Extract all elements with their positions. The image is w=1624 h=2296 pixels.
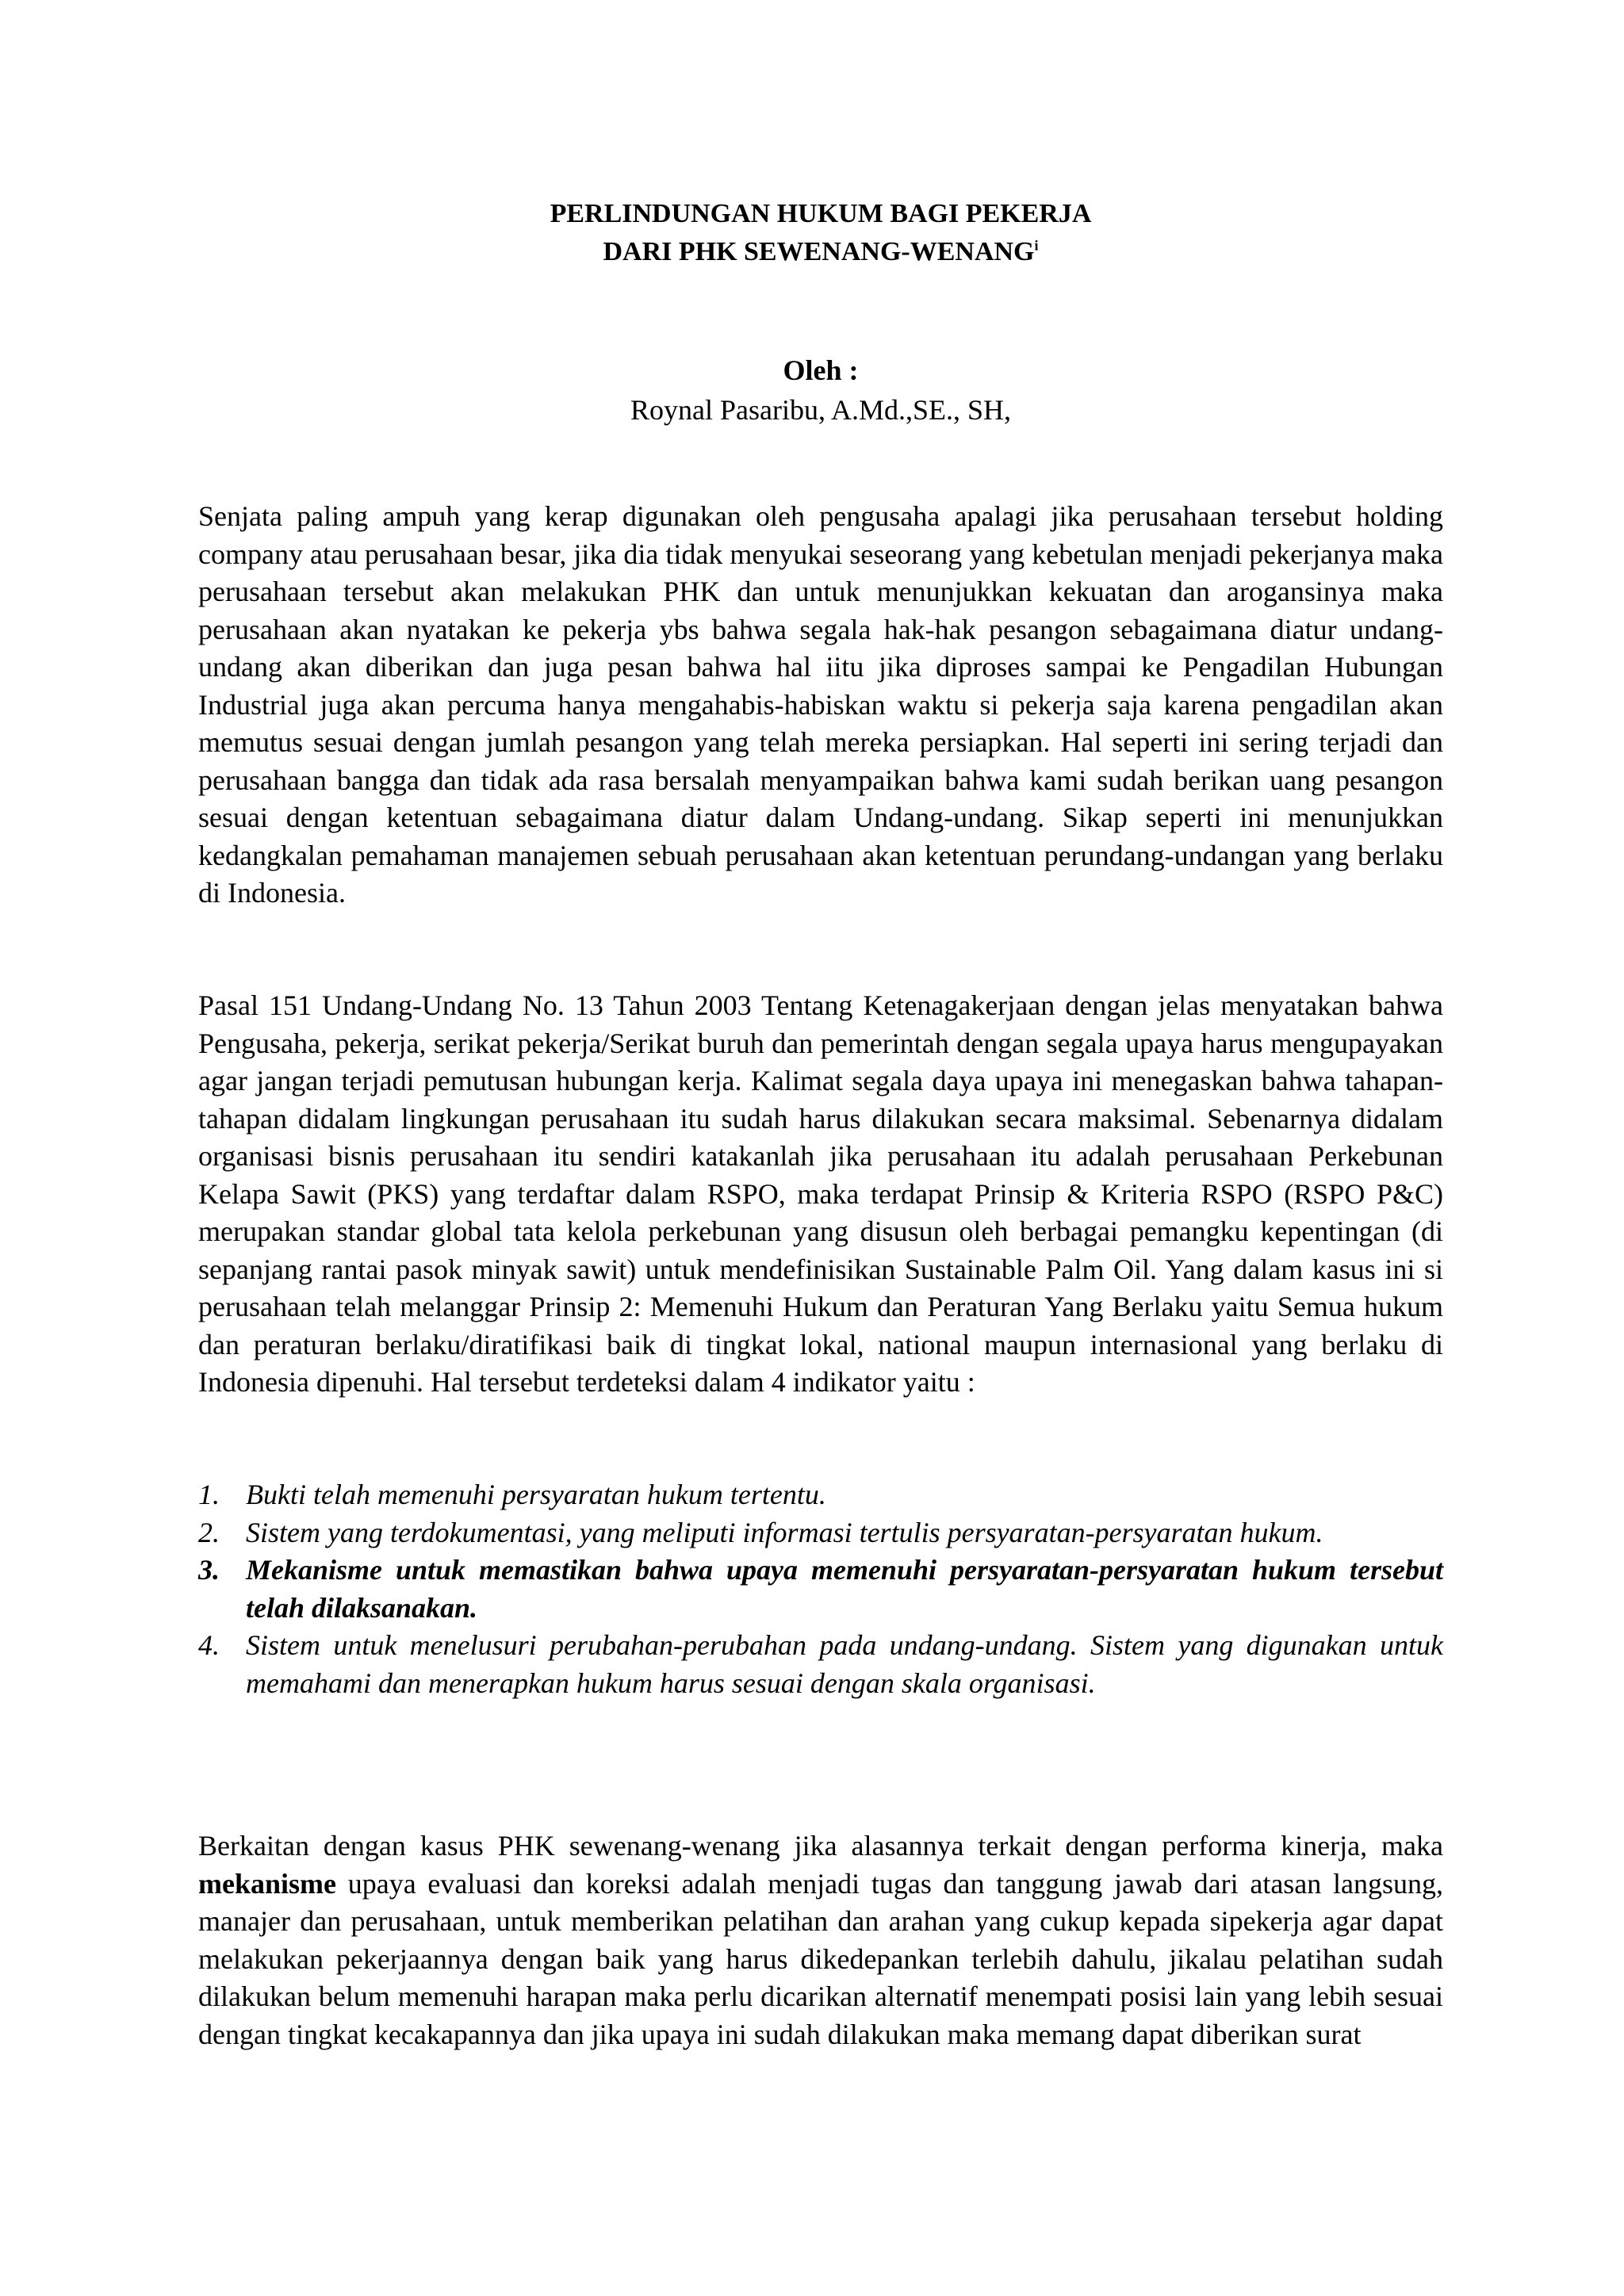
list-item xyxy=(198,1627,1443,1702)
paragraph-3 xyxy=(198,1827,1443,2053)
title-line-2 xyxy=(198,233,1443,271)
list-item-text: Mekanisme untuk memastikan bahwa upaya memenuhi persyaratan-persyaratan hukum tersebut telah dilaksanakan. xyxy=(246,1554,1443,1624)
paragraph-3-after: upaya evaluasi dan koreksi adalah menjadi tugas dan tanggung jawab dari atasan langsung, manajer dan perusahaan, untuk memberikan pelatihan dan arahan yang cukup kepada sipekerja agar dapat melakukan pekerjaannya dengan baik yang harus dikedepankan terlebih dahulu, jikalau pelatihan sudah dilakukan belum memenuhi harapan maka perlu dicarikan alternatif menempati posisi lain yang lebih sesuai dengan tingkat kecakapannya dan jika upaya ini sudah dilakukan maka memang dapat diberikan surat xyxy=(198,1867,1443,2050)
title-line-2-text: DARI PHK SEWENANG-WENANG xyxy=(603,237,1035,266)
byline-label: Oleh : xyxy=(783,354,859,386)
list-item xyxy=(198,1552,1443,1627)
paragraph-3-before: Berkaitan dengan kasus PHK sewenang-wenang jika alasannya terkait dengan performa kinerja, maka xyxy=(198,1830,1443,1862)
paragraph-2: Pasal 151 Undang-Undang No. 13 Tahun 2003 Tentang Ketenagakerjaan dengan jelas menyatakan bahwa Pengusaha, pekerja, serikat pekerja/Serikat buruh dan pemerintah dengan segala upaya harus mengupayakan agar jangan terjadi pemutusan hubungan kerja. Kalimat segala daya upaya ini menegaskan bahwa tahapan-tahapan didalam lingkungan perusahaan itu sudah harus dilakukan secara maksimal. Sebenarnya didalam organisasi bisnis perusahaan itu sendiri katakanlah jika perusahaan itu adalah perusahaan Perkebunan Kelapa Sawit (PKS) yang terdaftar dalam RSPO, maka terdapat Prinsip & Kriteria RSPO (RSPO P&C) merupakan standar global tata kelola perkebunan yang disusun oleh berbagai pemangku kepentingan (di sepanjang rantai pasok minyak sawit) untuk mendefinisikan Sustainable Palm Oil. Yang dalam kasus ini si perusahaan telah melanggar Prinsip 2: Memenuhi Hukum dan Peraturan Yang Berlaku yaitu Semua hukum dan peraturan berlaku/diratifikasi baik di tingkat lokal, national maupun internasional yang berlaku di Indonesia dipenuhi. Hal tersebut terdeteksi dalam 4 indikator yaitu : xyxy=(198,989,1443,1398)
endnote-marker[interactable]: i xyxy=(1034,237,1039,254)
title-line-1: PERLINDUNGAN HUKUM BAGI PEKERJA xyxy=(550,199,1092,228)
paragraph-1: Senjata paling ampuh yang kerap digunakan oleh pengusaha apalagi jika perusahaan tersebut holding company atau perusahaan besar, jika dia tidak menyukai seseorang yang kebetulan menjadi pekerjanya maka perusahaan tersebut akan melakukan PHK dan untuk menunjukkan kekuatan dan arogansinya maka perusahaan akan nyatakan ke pekerja ybs bahwa segala hak-hak pesangon sebagaimana diatur undang-undang akan diberikan dan juga pesan bahwa hal iitu jika diproses sampai ke Pengadilan Hubungan Industrial juga akan percuma hanya mengahabis-habiskan waktu si pekerja saja karena pengadilan akan memutus sesuai dengan jumlah pesangon yang telah mereka persiapkan. Hal seperti ini sering terjadi dan perusahaan bangga dan tidak ada rasa bersalah menyampaikan bahwa kami sudah berikan uang pesangon sesuai dengan ketentuan sebagaimana diatur dalam Undang-undang. Sikap seperti ini menunjukkan kedangkalan pemahaman manajemen sebuah perusahaan akan ketentuan perundang-undangan yang berlaku di Indonesia. xyxy=(198,500,1443,909)
list-item-number: 1. xyxy=(198,1479,220,1510)
list-item-text: Sistem yang terdokumentasi, yang meliputi informasi tertulis persyaratan-persyaratan hukum. xyxy=(246,1516,1323,1548)
list-item xyxy=(198,1514,1443,1552)
paragraph-3-keyword: mekanisme xyxy=(198,1867,336,1900)
list-item-text: Bukti telah memenuhi persyaratan hukum tertentu. xyxy=(246,1479,826,1510)
document-title xyxy=(198,195,1443,271)
list-item xyxy=(198,1476,1443,1514)
list-item-number: 3. xyxy=(198,1554,220,1586)
list-item-number: 2. xyxy=(198,1516,220,1548)
byline xyxy=(198,350,1443,430)
document-page xyxy=(198,0,1443,2296)
list-item-number: 4. xyxy=(198,1629,220,1661)
indicator-list xyxy=(198,1476,1443,1702)
author-name: Roynal Pasaribu, A.Md.,SE., SH, xyxy=(630,394,1012,426)
list-item-text: Sistem untuk menelusuri perubahan-perubahan pada undang-undang. Sistem yang digunakan untuk memahami dan menerapkan hukum harus sesuai dengan skala organisasi. xyxy=(246,1629,1443,1699)
